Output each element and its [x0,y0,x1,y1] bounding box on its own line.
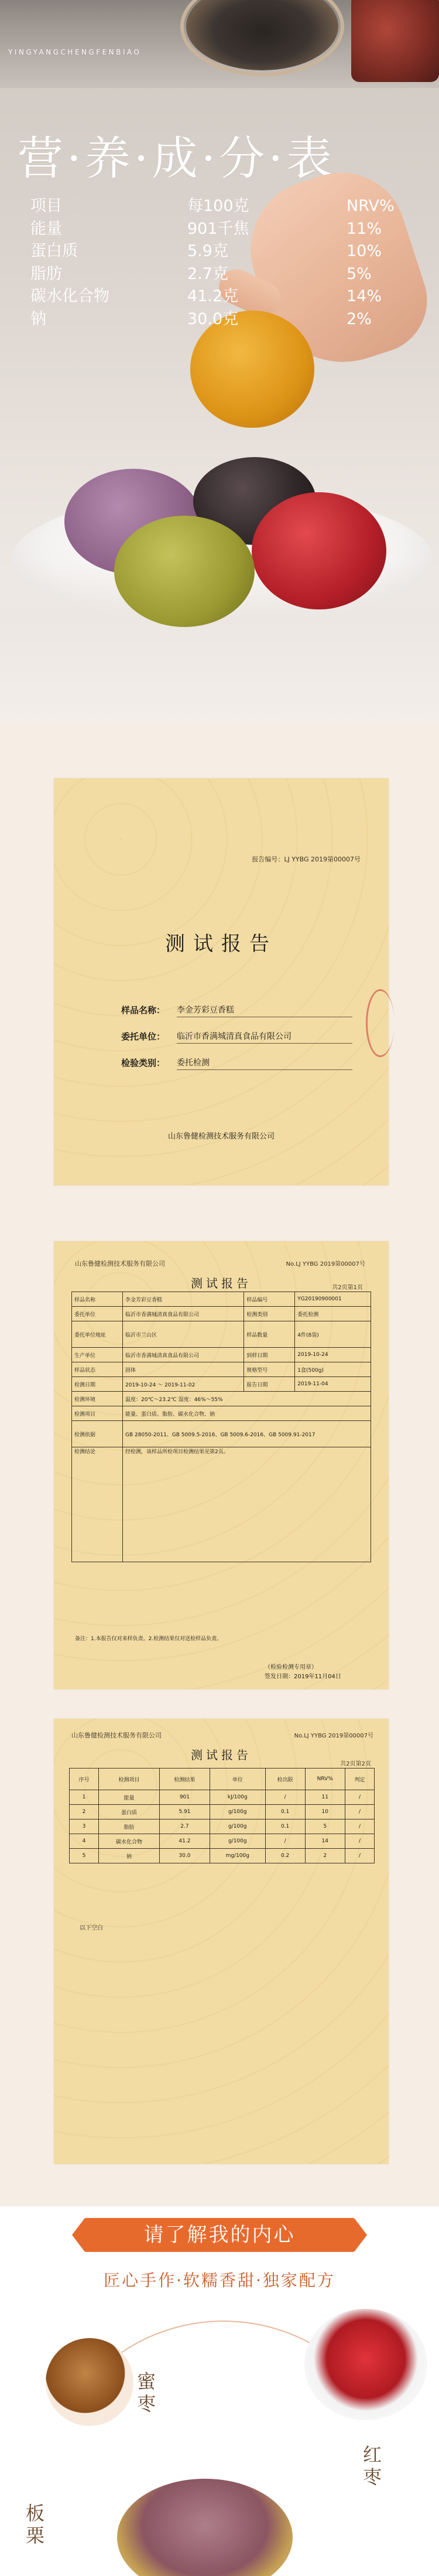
table-cell: 检测类别 [244,1307,295,1321]
field-label: 样品名称： [121,1005,166,1016]
nutrient-amount: 5.9克 [187,242,228,260]
table-row [72,1348,371,1362]
table-cell: g/100g [210,1805,265,1819]
table-cell: / [345,1834,374,1849]
table-row [72,1406,371,1421]
report-remark: 备注：1.本报告仅对来样负责。2.检测结果仅对送检样品负责。 [75,1636,222,1642]
table-cell: 能量 [98,1790,159,1805]
table-cell: 临沂市兰山区 [123,1321,244,1348]
table-row [72,1377,371,1392]
table-cell: 生产单位 [72,1348,123,1362]
table-cell: / [345,1790,374,1805]
table-cell: 10 [305,1805,345,1819]
report-number: No.LJ YYBG 2019第00007号 [286,1261,365,1267]
table-cell: 2 [70,1805,99,1819]
table-cell: 3 [70,1819,99,1834]
nutrition-row [30,240,405,263]
nutrient-nrv: 11% [347,219,382,238]
table-row [72,1447,371,1562]
table-cell: 4 [70,1834,99,1849]
label-chestnut: 板栗 [25,2502,44,2547]
nutrition-table [30,195,405,330]
field-label: 委托单位： [121,1031,166,1042]
table-cell: 检测依据 [72,1421,123,1447]
table-cell: 委托单位地址 [72,1321,123,1348]
nutrition-row [30,308,405,331]
nutrient-name: 脂肪 [30,264,62,283]
table-cell: 脂肪 [98,1819,159,1834]
table-cell: 碳水化合物 [98,1834,159,1849]
red-date-image [304,2309,427,2420]
table-cell: / [345,1849,374,1863]
table-header-cell: 检测项目 [98,1769,159,1790]
field-value: 李金芳彩豆香糕 [177,1004,352,1017]
table-cell: YG20190900001 [295,1292,371,1307]
issue-date: 签发日期：2019年11月04日 [265,1674,341,1680]
candied-date-image [46,2338,133,2426]
table-row [72,1362,371,1377]
nutrition-row [30,263,405,286]
table-cell: 委托单位 [72,1307,123,1321]
table-cell: / [265,1790,305,1805]
report-title: 测试报告 [191,1748,252,1762]
nutrition-header-item: 项目 [30,197,62,215]
report-number: No.LJ YYBG 2019第00007号 [294,1733,373,1739]
nutrient-amount: 41.2克 [187,287,239,305]
seal-stamp-icon [366,989,395,1057]
table-cell: 固体 [123,1362,244,1377]
page-indicator: 共2页第1页 [332,1284,363,1291]
table-cell: 检测项目 [72,1406,123,1421]
nutrition-row [30,218,405,241]
table-cell: / [345,1819,374,1834]
nutrient-amount: 30.0克 [187,309,239,328]
nutrient-name: 碳水化合物 [30,287,109,305]
table-cell: 901 [159,1790,210,1805]
test-report-cover [54,778,389,1185]
table-cell: 2019-10-24 ～ 2019-11-02 [123,1377,244,1392]
table-cell: 报告日期 [244,1377,295,1392]
table-cell: / [345,1805,374,1819]
table-cell: 样品状态 [72,1362,123,1377]
table-row [70,1805,375,1819]
label-red-date: 红枣 [362,2444,382,2488]
table-header-cell: 检测结果 [159,1769,210,1790]
table-cell: 李金芳彩豆香糕 [123,1292,244,1307]
table-row [72,1307,371,1321]
table-header-cell: 判定 [345,1769,374,1790]
table-cell: 检测结论 [72,1447,123,1562]
table-cell: 5.91 [159,1805,210,1819]
table-cell: 临沂市香满城清真食品有限公司 [123,1348,244,1362]
table-row [70,1834,375,1849]
nutrient-amount: 2.7克 [187,264,228,283]
table-header-cell: 检出限 [265,1769,305,1790]
label-candied-date: 蜜枣 [136,2370,156,2415]
nutrient-name: 能量 [30,219,62,238]
table-cell: 经检测，该样品所检项目检测结果见第2页。 [123,1447,371,1562]
table-cell: g/100g [210,1819,265,1834]
table-header-cell: 单位 [210,1769,265,1790]
nutrition-header-row [30,195,405,218]
table-header-cell: 序号 [70,1769,99,1790]
table-cell: 0.2 [265,1849,305,1863]
table-header-cell: NRV% [305,1769,345,1790]
table-cell: 1 [70,1790,99,1805]
red-cake [252,492,386,609]
issuer-name: 山东鲁健检测技术服务有限公司 [167,1132,275,1141]
table-header-row [70,1769,375,1790]
signature-block [265,1663,341,1682]
nutrient-nrv: 2% [347,309,372,328]
nutrient-nrv: 14% [347,287,382,305]
nutrition-row [30,285,405,308]
table-cell: 蛋白质 [98,1805,159,1819]
nutrient-nrv: 10% [347,242,382,260]
table-cell: 样品数量 [244,1321,295,1348]
table-cell: 委托检测 [295,1307,371,1321]
report-info-table [71,1292,371,1562]
field-value: 委托检测 [177,1057,352,1070]
test-report-page-1 [54,1241,389,1689]
table-cell: g/100g [210,1834,265,1849]
table-cell: 1盒(500g) [295,1362,371,1377]
table-cell: 41.2 [159,1834,210,1849]
blank-below-note: 以下空白 [80,1925,103,1931]
company-name: 山东鲁健检测技术服务有限公司 [75,1260,165,1267]
table-row [72,1321,371,1348]
table-row [72,1392,371,1406]
table-cell: 到样日期 [244,1348,295,1362]
nutrition-hero [0,0,439,724]
nutrient-name: 蛋白质 [30,242,78,260]
seal-note: （检验检测专用章） [265,1664,317,1671]
green-cake [114,516,255,627]
section-banner-text: 请了解我的内心 [143,2223,296,2247]
table-cell: 临沂市香满城清真食品有限公司 [123,1307,244,1321]
nutrient-nrv: 5% [347,264,372,283]
nutrient-amount: 901千焦 [187,219,249,238]
latin-subtitle: YINGYANGCHENGFENBIAO [8,48,142,56]
table-row [72,1421,371,1447]
field-label: 检验类别： [121,1058,166,1068]
table-cell: 2.7 [159,1819,210,1834]
nutrition-header-nrv: NRV% [347,197,395,215]
field-value: 临沂市香满城清真食品有限公司 [177,1030,352,1044]
table-row [70,1790,375,1805]
table-cell: 11 [305,1790,345,1805]
section-tagline: 匠心手作·软糯香甜·独家配方 [104,2271,335,2290]
nutrition-header-per100g: 每100克 [187,197,249,215]
table-cell: 检测日期 [72,1377,123,1392]
test-report-page-2 [54,1719,389,2164]
table-cell: GB 28050-2011、GB 5009.5-2016、GB 5009.6-2016、GB 5009.91-2017 [123,1421,371,1447]
table-cell: 0.1 [265,1819,305,1834]
red-jar [351,0,439,82]
results-table [69,1768,375,1863]
table-cell: 0.1 [265,1805,305,1819]
report-title: 测试报告 [191,1276,252,1290]
table-row [70,1849,375,1863]
table-cell: 温度：20℃～23.2℃ 湿度：46%～55% [123,1392,371,1406]
table-cell: 2019-11-04 [295,1377,371,1392]
table-cell: / [265,1834,305,1849]
page-indicator: 共2页第2页 [340,1761,371,1767]
table-cell: 14 [305,1834,345,1849]
table-cell: 5 [70,1849,99,1863]
table-cell: 2 [305,1849,345,1863]
report-number: 报告编号：LJ YYBG 2019第00007号 [252,856,361,863]
table-cell: 规格型号 [244,1362,295,1377]
table-cell: 检测环境 [72,1392,123,1406]
table-row [72,1292,371,1307]
company-name: 山东鲁健检测技术服务有限公司 [71,1732,162,1739]
nutrient-name: 钠 [30,309,46,328]
table-cell: 2019-10-24 [295,1348,371,1362]
table-cell: 样品名称 [72,1292,123,1307]
table-cell: 4件(8袋) [295,1321,371,1348]
table-cell: 钠 [98,1849,159,1863]
page-title: 营·养·成·分·表 [18,132,336,185]
table-cell: 样品编号 [244,1292,295,1307]
report-title: 测试报告 [165,932,277,956]
table-cell: mg/100g [210,1849,265,1863]
table-row [70,1819,375,1834]
table-cell: 能量、蛋白质、脂肪、碳水化合物、钠 [123,1406,371,1421]
table-cell: 30.0 [159,1849,210,1863]
table-cell: 5 [305,1819,345,1834]
table-cell: kJ/100g [210,1790,265,1805]
